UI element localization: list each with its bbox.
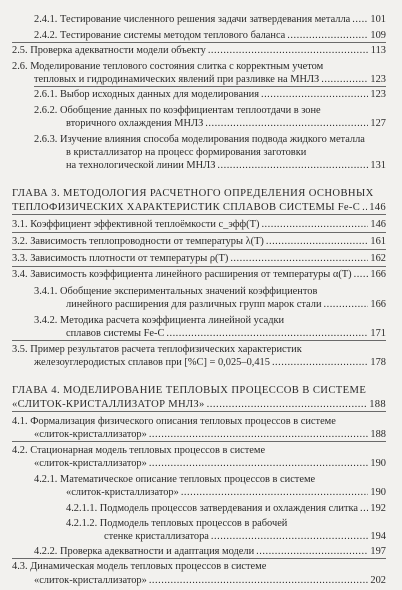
entry-number: 4.2.1. <box>34 474 58 485</box>
page-number: 146 <box>370 219 386 230</box>
entry-number: 4.1. <box>12 416 28 427</box>
toc-entry-3-2 <box>12 235 386 248</box>
page-number: 123 <box>370 89 386 100</box>
toc-entry-2-6-3-line1 <box>34 133 365 146</box>
entry-title: Тестирование численного решения задачи затвердевания металла <box>60 14 351 25</box>
page-number: 109 <box>370 30 386 41</box>
toc-entry-3-4-2-line1 <box>34 314 284 327</box>
dot-leader <box>166 327 368 340</box>
entry-number: 2.6.3. <box>34 134 58 145</box>
entry-number: 2.4.2. <box>34 30 58 41</box>
section-divider <box>12 214 386 215</box>
entry-title: Изучение влияния способа моделирования подвода жидкого металла <box>60 134 365 145</box>
toc-entry-2-6-2 <box>66 117 386 130</box>
dot-leader <box>181 486 369 499</box>
page-number: 166 <box>370 269 386 280</box>
section-divider <box>12 441 386 442</box>
toc-entry-4-3 <box>34 574 386 587</box>
toc-entry-3-4-1 <box>66 298 386 311</box>
toc-entry-2-6-3 <box>66 159 386 172</box>
toc-entry-3-1 <box>12 218 386 231</box>
toc-entry-3-5-line1 <box>12 343 302 356</box>
section-divider <box>12 558 386 559</box>
entry-title: Зависимость теплопроводности от температуры λ(T) <box>30 236 264 247</box>
dot-leader <box>149 574 369 587</box>
toc-entry-4-2-1-line1 <box>34 473 315 486</box>
page-number: 123 <box>370 74 386 85</box>
entry-number: 4.2.1.1. <box>66 503 98 514</box>
dot-leader <box>256 545 368 558</box>
entry-title-cont: «слиток-кристаллизатор» <box>34 458 147 469</box>
page-number: 162 <box>370 253 386 264</box>
page-number: 194 <box>370 531 386 542</box>
entry-number: 2.6.1. <box>34 89 58 100</box>
entry-title: Проверка адекватности модели объекту <box>30 45 206 56</box>
page-number: 113 <box>370 45 386 56</box>
dot-leader <box>208 44 369 57</box>
entry-title: Математическое описание тепловых процессов в системе <box>60 474 316 485</box>
toc-entry-2-6-1 <box>34 88 386 101</box>
toc-entry-4-1 <box>34 428 386 441</box>
entry-title-cont: «слиток-кристаллизатор» <box>66 487 179 498</box>
toc-entry-3-5 <box>34 356 386 369</box>
dot-leader <box>205 117 368 130</box>
dot-leader <box>352 13 368 26</box>
page-number: 171 <box>370 328 386 339</box>
dot-leader <box>230 252 368 265</box>
page-number: 192 <box>370 503 386 514</box>
entry-title-cont: железоуглеродистых сплавов при [%C] = 0,025–0,415 <box>34 357 270 368</box>
section-divider <box>12 340 386 341</box>
dot-leader <box>211 530 369 543</box>
page-number: 101 <box>370 14 386 25</box>
page-number: 188 <box>370 429 386 440</box>
dot-leader <box>261 88 368 101</box>
chapter-title-cont: «СЛИТОК-КРИСТАЛЛИЗАТОР МНЛЗ» <box>12 399 205 410</box>
entry-number: 3.1. <box>12 219 28 230</box>
entry-title: Динамическая модель тепловых процессов в системе <box>30 561 267 572</box>
entry-number: 3.3. <box>12 253 28 264</box>
entry-number: 2.6.2. <box>34 105 58 116</box>
page-number: 146 <box>369 202 386 213</box>
entry-title: Обобщение данных по коэффициентам теплоотдачи в зоне <box>60 105 321 116</box>
chapter-4-heading <box>12 398 386 411</box>
entry-title: Стационарная модель тепловых процессов в системе <box>30 445 266 456</box>
entry-title: Подмодель тепловых процессов в рабочей <box>99 518 288 529</box>
toc-entry-4-2-line1 <box>12 444 265 457</box>
chapter-3-heading-line1: ГЛАВА 3. МЕТОДОЛОГИЯ РАСЧЕТНОГО ОПРЕДЕЛЕНИЯ ОСНОВНЫХ <box>12 188 374 199</box>
chapter-3-heading <box>12 201 386 214</box>
dot-leader <box>324 298 369 311</box>
entry-title-cont: вторичного охлаждения МНЛЗ <box>66 118 204 129</box>
toc-entry-4-2-1-2-line1 <box>66 517 287 530</box>
section-divider <box>12 411 386 412</box>
entry-number: 3.2. <box>12 236 28 247</box>
entry-title: Подмодель процессов затвердевания и охлаждения слитка <box>99 503 359 514</box>
dot-leader <box>287 29 368 42</box>
toc-entry-4-2 <box>34 457 386 470</box>
entry-title-cont: «слиток-кристаллизатор» <box>34 575 147 586</box>
chapter-title-cont: ТЕПЛОФИЗИЧЕСКИХ ХАРАКТЕРИСТИК СПЛАВОВ СИСТЕМЫ Fe-C <box>12 202 361 213</box>
entry-title-cont: линейного расширения для различных групп марок стали <box>66 299 322 310</box>
page-number: 166 <box>370 299 386 310</box>
section-divider <box>12 42 386 43</box>
page-number: 197 <box>370 546 386 557</box>
entry-title: Выбор исходных данных для моделирования <box>60 89 259 100</box>
toc-entry-4-2-1-1 <box>66 502 386 515</box>
entry-title-cont: сплавов системы Fe-C <box>66 328 165 339</box>
dot-leader <box>207 398 368 411</box>
dot-leader <box>272 356 368 369</box>
page-number: 178 <box>370 357 386 368</box>
entry-number: 4.2.2. <box>34 546 58 557</box>
entry-title: Моделирование теплового состояния слитка с корректным учетом <box>30 61 324 72</box>
toc-entry-2-4-2 <box>34 29 386 42</box>
entry-title-cont: на технологической линии МНЛЗ <box>66 160 216 171</box>
entry-number: 3.4.1. <box>34 286 58 297</box>
toc-entry-3-4-2 <box>66 327 386 340</box>
entry-title: Пример результатов расчета теплофизических характеристик <box>30 344 302 355</box>
entry-title: Обобщение экспериментальных значений коэффициентов <box>60 286 318 297</box>
toc-entry-2-6-3-line2: в кристаллизатор на процесс формирования заготовки <box>66 147 307 158</box>
dot-leader <box>217 159 368 172</box>
entry-number: 4.3. <box>12 561 28 572</box>
entry-title: Коэффициент эффективной теплоёмкости c_эфф(T) <box>30 219 260 230</box>
page-number: 131 <box>370 160 386 171</box>
dot-leader <box>266 235 369 248</box>
dot-leader <box>149 457 369 470</box>
page-number: 202 <box>370 575 386 586</box>
entry-title-cont: тепловых и гидродинамических явлений при разливке на МНЛЗ <box>34 74 320 85</box>
toc-entry-2-5 <box>12 44 386 57</box>
entry-title-cont: «слиток-кристаллизатор» <box>34 429 147 440</box>
dot-leader <box>261 218 368 231</box>
page-number: 188 <box>369 399 386 410</box>
section-divider <box>34 86 386 87</box>
chapter-4-heading-line1: ГЛАВА 4. МОДЕЛИРОВАНИЕ ТЕПЛОВЫХ ПРОЦЕССОВ В СИСТЕМЕ <box>12 385 367 396</box>
page-number: 190 <box>370 487 386 498</box>
toc-entry-2-4-1 <box>34 13 386 26</box>
entry-title: Зависимость плотности от температуры ρ(T) <box>30 253 229 264</box>
toc-entry-3-3 <box>12 252 386 265</box>
entry-number: 3.5. <box>12 344 28 355</box>
entry-title: Проверка адекватности и адаптация модели <box>60 546 255 557</box>
entry-title: Тестирование системы методом теплового баланса <box>60 30 286 41</box>
page-number: 161 <box>370 236 386 247</box>
toc-entry-4-3-line1 <box>12 560 266 573</box>
dot-leader <box>360 502 368 515</box>
dot-leader <box>149 428 369 441</box>
toc-entry-2-6-2-line1 <box>34 104 321 117</box>
entry-number: 2.4.1. <box>34 14 58 25</box>
entry-number: 3.4.2. <box>34 315 58 326</box>
dot-leader <box>362 201 367 214</box>
page-number: 127 <box>370 118 386 129</box>
entry-title: Зависимость коэффициента линейного расширения от температуры α(T) <box>30 269 352 280</box>
toc-entry-3-4-1-line1 <box>34 285 317 298</box>
section-divider <box>12 249 386 250</box>
entry-number: 4.2. <box>12 445 28 456</box>
toc-entry-4-1-line1 <box>12 415 336 428</box>
page-number: 190 <box>370 458 386 469</box>
entry-number: 2.5. <box>12 45 28 56</box>
entry-title: Формализация физического описания тепловых процессов в системе <box>30 416 336 427</box>
entry-number: 4.2.1.2. <box>66 518 98 529</box>
entry-title: Методика расчета коэффициента линейной усадки <box>60 315 285 326</box>
dot-leader <box>354 268 369 281</box>
toc-entry-2-6-line1 <box>12 60 323 73</box>
toc-entry-4-2-2 <box>34 545 386 558</box>
toc-entry-3-4 <box>12 268 386 281</box>
toc-entry-4-2-1 <box>66 486 386 499</box>
toc-entry-2-6 <box>34 73 386 86</box>
section-divider <box>12 232 386 233</box>
toc-entry-4-2-1-2 <box>104 530 386 543</box>
entry-title-cont: стенке кристаллизатора <box>104 531 209 542</box>
section-divider <box>12 266 386 267</box>
entry-number: 3.4. <box>12 269 28 280</box>
entry-number: 2.6. <box>12 61 28 72</box>
dot-leader <box>321 73 368 86</box>
